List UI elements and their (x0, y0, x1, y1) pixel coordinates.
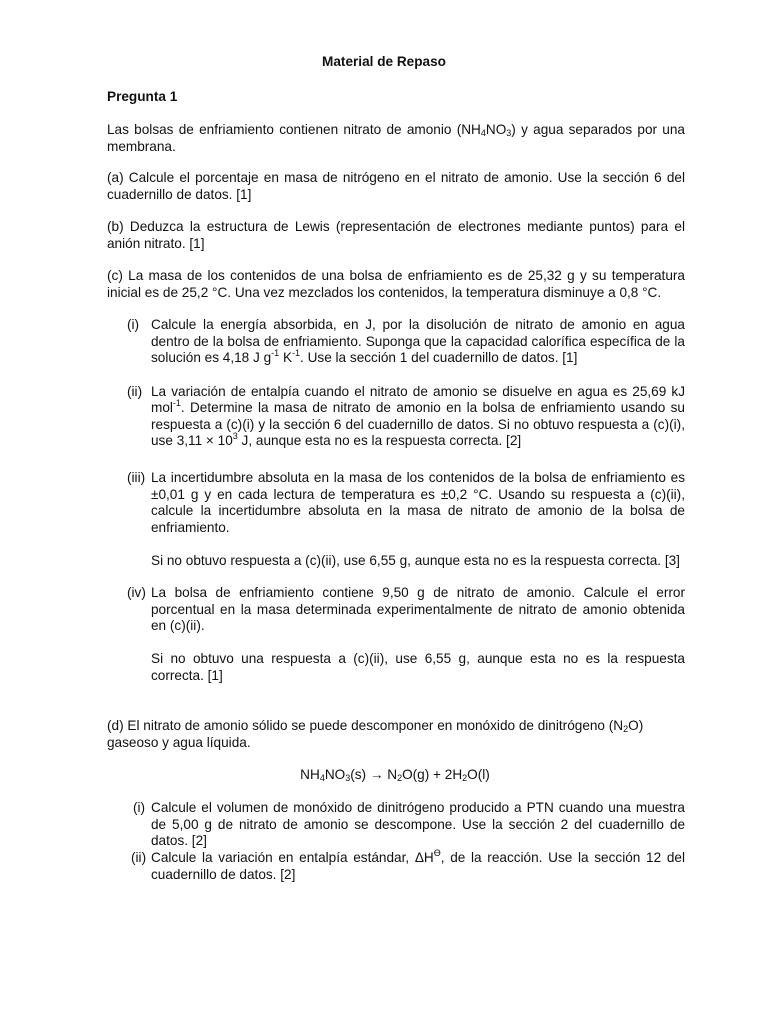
item-text: Calcule el volumen de monóxido de dinitrógeno producido a PTN cuando una muestra de 5,00 g de nitrato de amonio se descompone. Use la sección 2 del cuadernillo de datos. [2] (151, 800, 685, 848)
chemical-equation: $NH_4NO_3(s) \to N_2O(g) + 2H_2O(l)$ (300, 767, 490, 783)
item-text: Calcule la energía absorbida, en J, por la disolución de nitrato de amonio en agua dentro de la bolsa de enfriamiento. Suponga que la capacidad calorífica específica de la solución es 4,18 J $g^{-1}$ $K^{-1}$. Use la sección 1 del cuadernillo de datos. [1] (151, 317, 685, 365)
item-text: La bolsa de enfriamiento contiene 9,50 g de nitrato de amonio. Calcule el error porcentual en la masa determinada experimentalmente de nitrato de amonio obtenida en (c)(ii). (151, 585, 685, 633)
document-title: Material de Repaso (322, 54, 446, 69)
item-note: Si no obtuvo una respuesta a (c)(ii), use 6,55 g, aunque esta no es la respuesta correcta. [1] (151, 651, 685, 683)
part-c-item-i (127, 317, 685, 369)
item-number: (iv) (127, 585, 146, 600)
item-text: Calcule la variación en entalpía estándar, $\Delta H^Ө$, de la reacción. Use la sección 12 del cuadernillo de datos. [2] (151, 848, 685, 882)
intro-paragraph: Las bolsas de enfriamiento contienen nitrato de amonio $(NH_4NO_3)$ y agua separados por una membrana. (107, 122, 685, 154)
item-number: (iii) (127, 470, 146, 485)
item-number: (ii) (131, 850, 147, 865)
item-text: La variación de entalpía cuando el nitrato de amonio se disuelve en agua es 25,69 kJ mol$^{-1}$. Determine la masa de nitrato de amonio en la bolsa de enfriamiento usando su respuesta a (c)(i) y la sección 6 del cuadernillo de datos. Si no obtuvo respuesta a (c)(i), use $3,11 \times 10^3$ J, aunque esta no es la respuesta correcta. [2] (151, 384, 685, 448)
item-number: (i) (127, 317, 140, 332)
part-c: (c) La masa de los contenidos de una bolsa de enfriamiento es de 25,32 g y su temperatura inicial es de 25,2 °C. Una vez mezclados los contenidos, la temperatura disminuye a 0,8 °C. (107, 268, 685, 300)
part-d: (d) El nitrato de amonio sólido se puede descomponer en monóxido de dinitrógeno $(N_2O)$ gaseoso y agua líquida. (107, 718, 644, 750)
part-d-item-i (133, 800, 685, 850)
question-heading: Pregunta 1 (107, 89, 178, 104)
part-c-item-iv (127, 585, 685, 685)
part-c-item-iii (127, 470, 685, 570)
item-text: La incertidumbre absoluta en la masa de los contenidos de la bolsa de enfriamiento es ±0,01 g y en cada lectura de temperatura es ±0,2 °C. Usando su respuesta a (c)(ii), calcule la incertidumbre absoluta en la masa de nitrato de amonio de la bolsa de enfriamiento. (151, 470, 685, 535)
part-c-item-ii (127, 384, 685, 454)
part-a: (a) Calcule el porcentaje en masa de nitrógeno en el nitrato de amonio. Use la sección 6 del cuadernillo de datos. [1] (107, 170, 685, 202)
item-note: Si no obtuvo respuesta a (c)(ii), use 6,55 g, aunque esta no es la respuesta correcta. [3] (151, 553, 680, 568)
part-b: (b) Deduzca la estructura de Lewis (representación de electrones mediante puntos) para el anión nitrato. [1] (107, 219, 685, 251)
item-number: (ii) (127, 384, 143, 399)
item-number: (i) (133, 800, 146, 815)
part-d-item-ii (131, 850, 685, 884)
